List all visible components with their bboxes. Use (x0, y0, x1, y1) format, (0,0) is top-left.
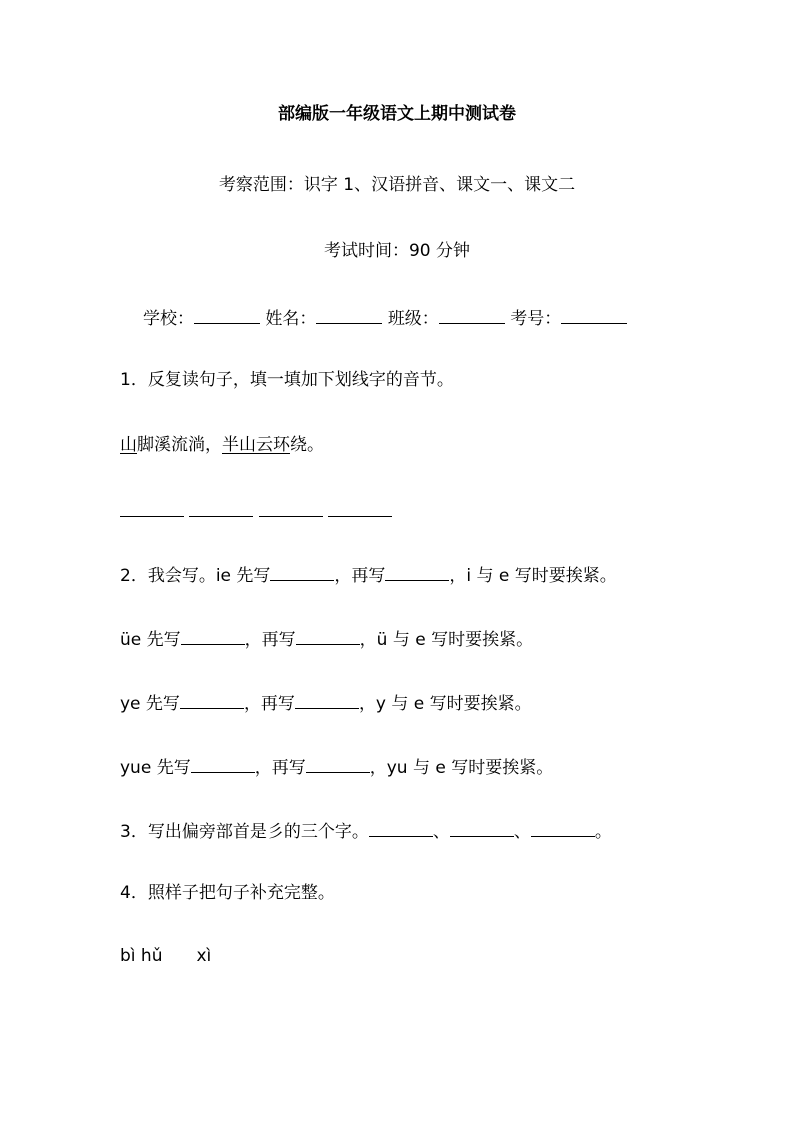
sentence-text: 绕。 (290, 435, 324, 455)
answer-blank[interactable] (306, 754, 370, 773)
q2-line-1 (120, 562, 617, 587)
class-label: 班级： (387, 309, 439, 329)
q2-tail: ，i 与 e 写时要挨紧。 (449, 566, 617, 586)
sentence-text: 脚溪流淌， (137, 435, 222, 455)
separator: 、 (432, 822, 450, 842)
underlined-char: 山 (120, 435, 137, 455)
exam-title: 部编版一年级语文上期中测试卷 (278, 104, 516, 124)
pinyin: xì (196, 946, 212, 966)
q4-pinyin-row (120, 945, 211, 967)
exam-scope: 考察范围：识字 1、汉语拼音、课文一、课文二 (218, 175, 576, 195)
answer-blank[interactable] (180, 690, 244, 709)
period: 。 (594, 822, 612, 842)
q2-then: ，再写 (254, 758, 306, 778)
sentence-text: 山 (239, 435, 256, 455)
answer-blank[interactable] (295, 690, 359, 709)
q2-then: ，再写 (244, 630, 296, 650)
underlined-char: 云 (256, 435, 273, 455)
q2-line-2 (120, 626, 533, 651)
q2-intro: 2．我会写。ie 先写 (120, 566, 271, 586)
q1-sentence (120, 434, 324, 456)
answer-blank[interactable] (259, 498, 323, 517)
answer-blank[interactable] (270, 562, 334, 581)
number-label: 考号： (510, 309, 562, 329)
answer-blank[interactable] (296, 626, 360, 645)
answer-blank[interactable] (385, 562, 449, 581)
answer-blank[interactable] (369, 818, 433, 837)
answer-blank[interactable] (531, 818, 595, 837)
q3-prompt: 3．写出偏旁部首是彡的三个字。 (120, 822, 369, 842)
q2-then: ，再写 (334, 566, 386, 586)
q2-line-3 (120, 690, 532, 715)
school-blank[interactable] (194, 305, 260, 324)
q2-tail: ，ü 与 e 写时要挨紧。 (359, 630, 534, 650)
q2-head: üe 先写 (120, 630, 181, 650)
student-info-row (143, 305, 627, 330)
q2-then: ，再写 (243, 694, 295, 714)
number-blank[interactable] (561, 305, 627, 324)
answer-blank[interactable] (191, 754, 255, 773)
q2-head: ye 先写 (120, 694, 180, 714)
school-label: 学校： (143, 309, 194, 329)
q3-line (120, 818, 612, 843)
q1-answer-blanks (120, 498, 392, 523)
answer-blank[interactable] (328, 498, 392, 517)
pinyin: bì hǔ (120, 946, 163, 966)
q4-prompt: 4．照样子把句子补充完整。 (120, 883, 335, 903)
class-blank[interactable] (439, 305, 505, 324)
answer-blank[interactable] (450, 818, 514, 837)
answer-blank[interactable] (181, 626, 245, 645)
q2-head: yue 先写 (120, 758, 191, 778)
q2-tail: ，yu 与 e 写时要挨紧。 (369, 758, 554, 778)
q2-line-4 (120, 754, 553, 779)
exam-time: 考试时间：90 分钟 (323, 241, 471, 261)
answer-blank[interactable] (189, 498, 253, 517)
name-blank[interactable] (316, 305, 382, 324)
name-label: 姓名： (265, 309, 317, 329)
q2-tail: ，y 与 e 写时要挨紧。 (358, 694, 532, 714)
underlined-char: 半 (222, 435, 239, 455)
q1-prompt: 1．反复读句子，填一填加下划线字的音节。 (120, 370, 454, 390)
separator: 、 (513, 822, 531, 842)
answer-blank[interactable] (120, 498, 184, 517)
sentence-text: 环 (273, 435, 290, 455)
